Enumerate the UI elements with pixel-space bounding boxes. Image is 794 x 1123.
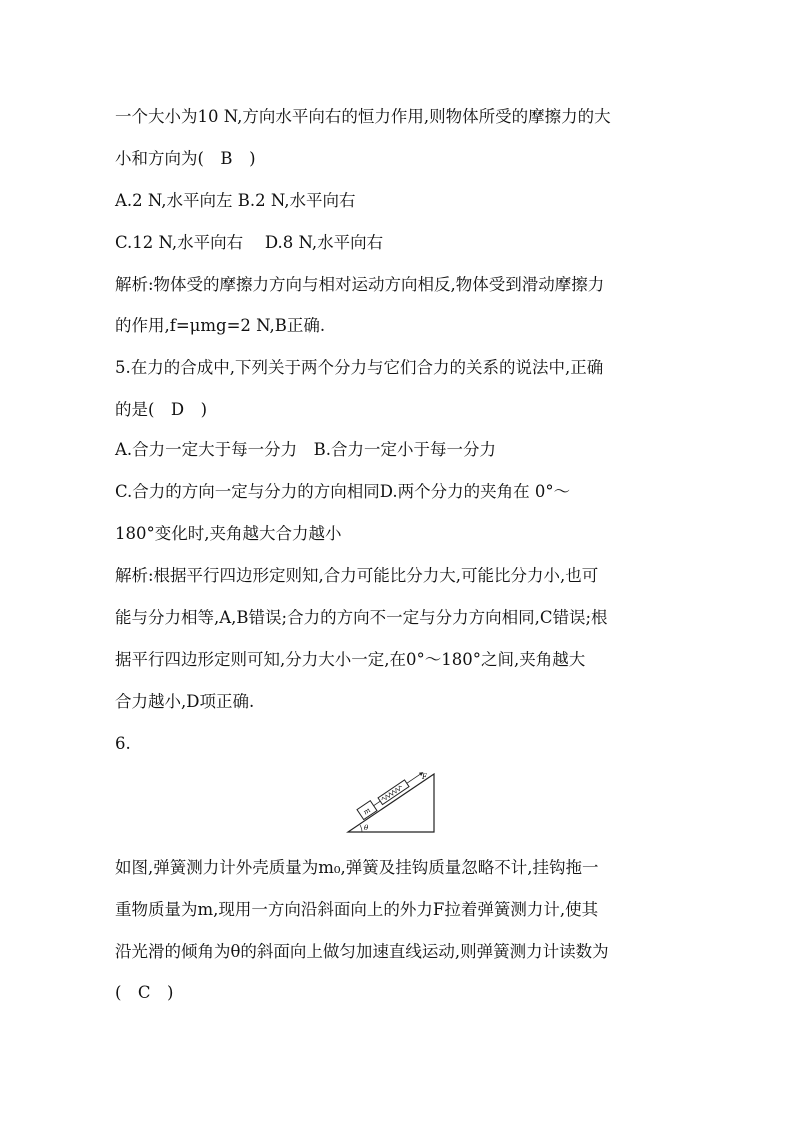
angle-label: θ <box>364 824 369 832</box>
question-line: 沿光滑的倾角为θ的斜面向上做匀加速直线运动,则弹簧测力计读数为 <box>115 942 609 961</box>
option-line: 180°变化时,夹角越大合力越小 <box>115 524 342 543</box>
analysis-line: 的作用,f=μmg=2 N,B正确. <box>115 316 326 335</box>
analysis-line: 据平行四边形定则可知,分力大小一定,在0°～180°之间,夹角越大 <box>115 650 586 669</box>
option-line: A.2 N,水平向左 B.2 N,水平向右 <box>115 191 356 210</box>
question-number: 6. <box>115 734 131 753</box>
answer-blank: ( C ) <box>115 983 174 1002</box>
question-line: 重物质量为m,现用一方向沿斜面向上的外力F拉着弹簧测力计,使其 <box>115 900 599 919</box>
analysis-line: 能与分力相等,A,B错误;合力的方向不一定与分力方向相同,C错误;根 <box>115 608 608 627</box>
question-line: 如图,弹簧测力计外壳质量为m₀,弹簧及挂钩质量忽略不计,挂钩拖一 <box>115 858 599 877</box>
mass-label: m <box>361 806 372 817</box>
angle-arc <box>360 825 362 832</box>
hook-line <box>374 801 381 805</box>
incline-figure <box>346 770 438 834</box>
analysis-line: 解析:物体受的摩擦力方向与相对运动方向相反,物体受到滑动摩擦力 <box>115 275 605 294</box>
option-line: A.合力一定大于每一分力 B.合力一定小于每一分力 <box>115 440 497 459</box>
question-line: 5.在力的合成中,下列关于两个分力与它们合力的关系的说法中,正确 <box>115 358 604 377</box>
incline-triangle <box>348 774 434 832</box>
analysis-line: 解析:根据平行四边形定则知,合力可能比分力大,可能比分力小,也可 <box>115 566 599 585</box>
question-line: 的是( D ) <box>115 400 208 419</box>
text-line: 一个大小为10 N,方向水平向右的恒力作用,则物体所受的摩擦力的大 <box>115 107 611 126</box>
option-line: C.合力的方向一定与分力的方向相同D.两个分力的夹角在 0°～ <box>115 482 571 501</box>
force-label: F <box>422 773 427 781</box>
option-line: C.12 N,水平向右 D.8 N,水平向右 <box>115 233 384 252</box>
text-line: 小和方向为( B ) <box>115 149 256 168</box>
analysis-line: 合力越小,D项正确. <box>115 692 255 711</box>
force-arrow <box>407 774 420 783</box>
